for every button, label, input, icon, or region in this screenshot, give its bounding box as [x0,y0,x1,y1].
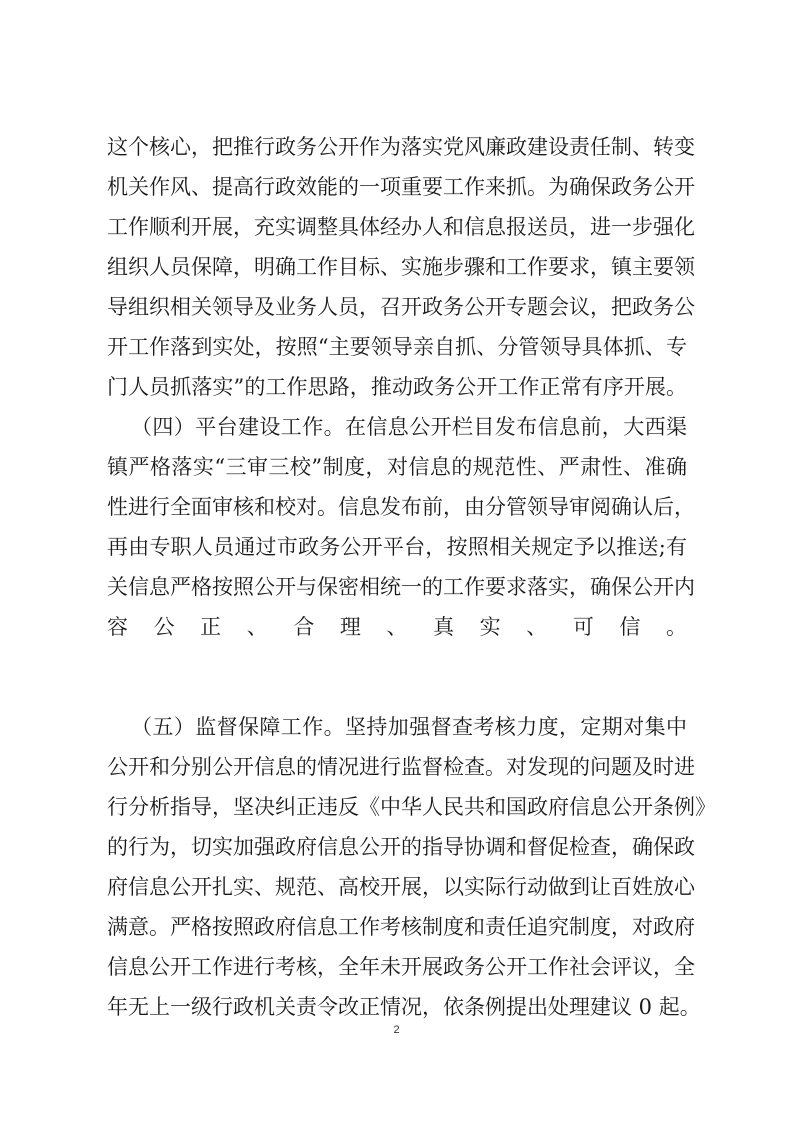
text-line: 年无上一级行政机关责令改正情况，依条例提出处理建议 0 起。 [107,995,701,1019]
text-line: 导组织相关领导及业务人员，召开政务公开专题会议，把政务公 [107,295,695,319]
page-number: 2 [393,1024,400,1036]
text-line: 工作顺利开展，充实调整具体经办人和信息报送员，进一步强化 [107,215,695,239]
text-line: 关信息严格按照公开与保密相统一的工作要求落实，确保公开内 [107,575,695,599]
text-line: 开工作落到实处，按照“主要领导亲自抓、分管领导具体抓、专 [107,335,687,359]
text-line: 镇严格落实“三审三校”制度，对信息的规范性、严肃性、准确 [107,455,687,479]
text-line: 满意。严格按照政府信息工作考核制度和责任追究制度，对政府 [107,915,695,939]
text-line: 门人员抓落实”的工作思路，推动政务公开工作正常有序开展。 [107,375,687,399]
text-line: 机关作风、提高行政效能的一项重要工作来抓。为确保政务公开 [107,175,695,199]
text-line: 再由专职人员通过市政务公开平台，按照相关规定予以推送;有 [107,535,687,559]
text-line: 信息公开工作进行考核，全年未开展政务公开工作社会评议，全 [107,955,695,979]
text-line [107,647,687,687]
text-line: 行分析指导，坚决纠正违反《中华人民共和国政府信息公开条例》 [107,795,716,819]
text-line: 的行为，切实加强政府信息公开的指导协调和督促检查，确保政 [107,835,695,859]
section-heading-line: （四）平台建设工作。在信息公开栏目发布信息前，大西渠 [131,415,687,439]
text-line: 组织人员保障，明确工作目标、实施步骤和工作要求，镇主要领 [107,255,695,279]
section-heading-line: （五）监督保障工作。坚持加强督查考核力度，定期对集中 [131,715,687,739]
text-line: 容公正、合理、真实、可信。 [107,615,687,639]
text-line: 这个核心，把推行政务公开作为落实党风廉政建设责任制、转变 [107,135,695,159]
text-line: 性进行全面审核和校对。信息发布前，由分管领导审阅确认后， [107,495,695,519]
text-line: 公开和分别公开信息的情况进行监督检查。对发现的问题及时进 [107,755,695,779]
text-line: 府信息公开扎实、规范、高校开展，以实际行动做到让百姓放心 [107,875,695,899]
